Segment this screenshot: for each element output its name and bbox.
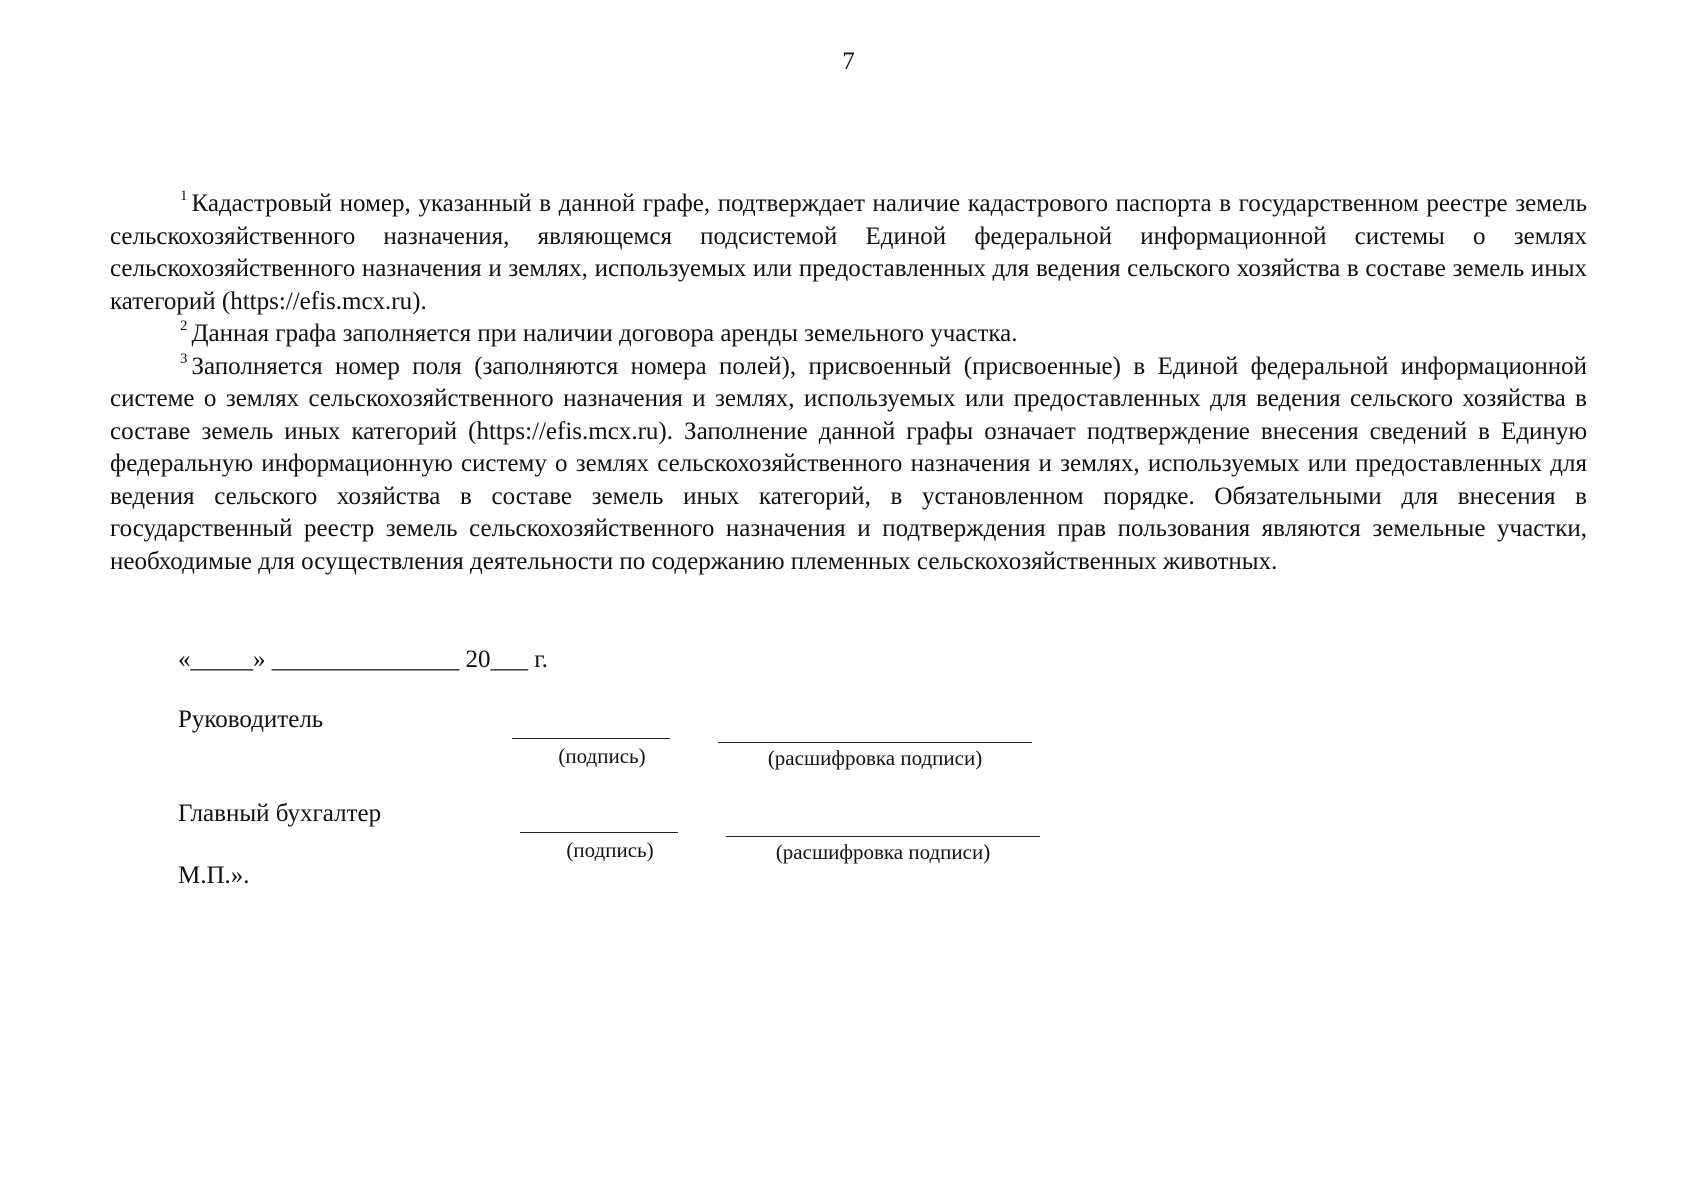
- stamp-place-label: М.П.».: [178, 862, 250, 889]
- footnote-1: [110, 188, 1587, 318]
- page-number: 7: [842, 48, 855, 75]
- footnote-marker: 2: [180, 318, 188, 334]
- footnote-marker: 1: [180, 188, 188, 204]
- accountant-decoding-caption: (расшифровка подписи): [775, 840, 991, 864]
- footnote-text: Кадастровый номер, указанный в данной графе, подтверждает наличие кадастрового паспорта в государственном реестре земель сельскохозяйственного назначения, являющемся подсистемой Единой федеральной информационной системы о землях сельскохозяйственного назначения и землях, используемых или предоставленных для ведения сельского хозяйства в составе земель иных категорий (https://efis.mcx.ru).: [110, 190, 1587, 315]
- accountant-signature-line: [520, 832, 678, 833]
- footnote-text: Заполняется номер поля (заполняются номера полей), присвоенный (присвоенные) в Единой федеральной информационной системе о землях сельскохозяйственного назначения и землях, используемых или предоставленных для ведения сельского хозяйства в составе земель иных категорий (https://efis.mcx.ru). Заполнение данной графы означает подтверждение внесения сведений в Единую федеральную информационную систему о землях сельскохозяйственного назначения и землях, используемых или предоставленных для ведения сельского хозяйства в составе земель иных категорий, в установленном порядке. Обязательными для внесения в государственный реестр земель сельскохозяйственного назначения и подтверждения прав пользования являются земельные участки, необходимые для осуществления деятельности по содержанию племенных сельскохозяйственных животных.: [110, 352, 1587, 575]
- head-decoding-caption: (расшифровка подписи): [767, 746, 983, 770]
- accountant-decoding-line: [726, 836, 1040, 837]
- head-decoding-line: [718, 742, 1032, 743]
- footnotes: [110, 188, 1587, 578]
- footnote-marker: 3: [180, 350, 188, 367]
- footnote-text: Данная графа заполняется при наличии договора аренды земельного участка.: [191, 320, 1018, 347]
- head-signature-line: [512, 738, 670, 739]
- accountant-signature-caption: (подпись): [566, 838, 654, 862]
- footnote-3: [110, 351, 1587, 579]
- footnote-2: [110, 318, 1587, 351]
- accountant-role-label: Главный бухгалтер: [178, 800, 382, 827]
- head-role-label: Руководитель: [178, 706, 324, 733]
- date-line: «_____» _______________ 20___ г.: [178, 646, 548, 673]
- head-signature-caption: (подпись): [558, 744, 646, 768]
